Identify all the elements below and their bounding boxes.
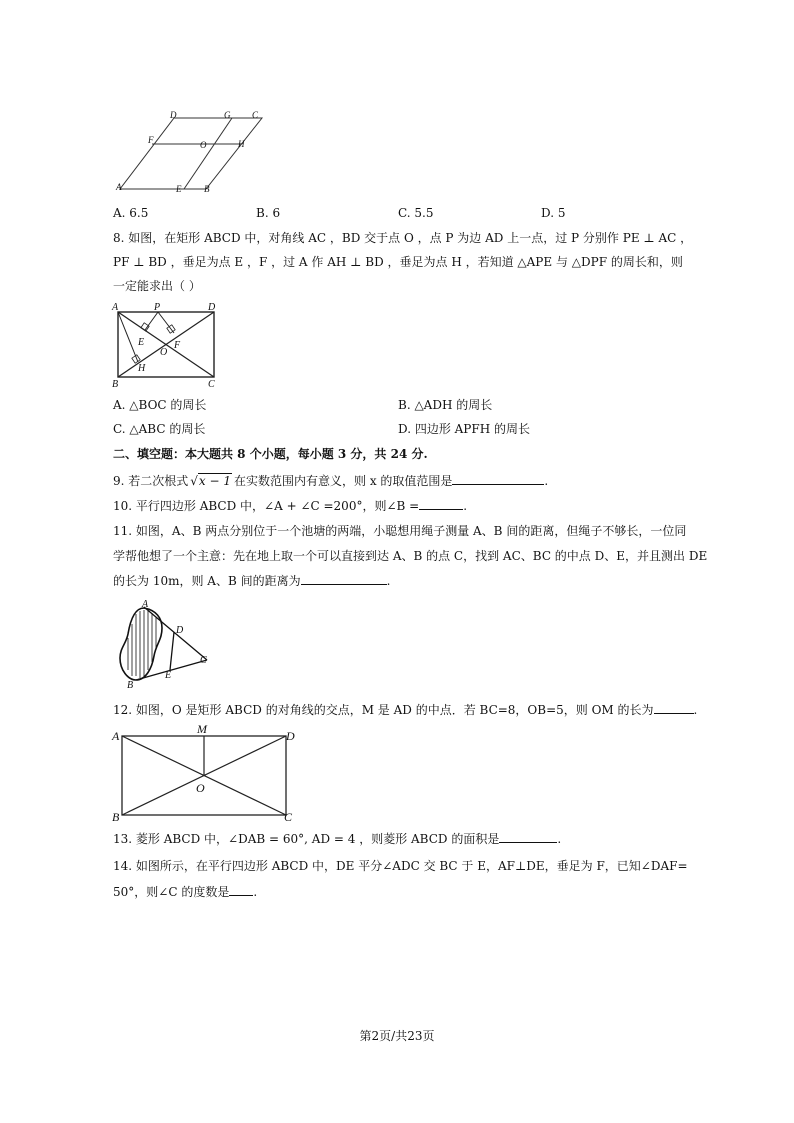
q12-label-A: A (112, 729, 120, 743)
q8-stem-line3: 一定能求出（ ） (113, 279, 201, 293)
q8-stem-line2: PF ⊥ BD ，垂足为点 E ，F ，过 A 作 AH ⊥ BD ，垂足为点 H ，若知道 △APE 与 △DPF 的周长和，则 (113, 255, 683, 269)
q11-label-A: A (142, 600, 149, 610)
q8-label-C: C (208, 379, 215, 390)
q7-option-c: C. 5.5 (398, 206, 434, 220)
q11-stem-line2: 学帮他想了一个主意：先在地上取一个可以直接到达 A、B 的点 C，找到 AC、BC 的中点 D、E，并且测出 DE (113, 549, 708, 563)
q14-end: . (253, 885, 258, 899)
q11-stem-line1: 11. 如图，A、B 两点分别位于一个池塘的两端，小聪想用绳子测量 A、B 间的距离，但绳子不够长，一位同 (113, 524, 687, 538)
q9-text-after: 在实数范围内有意义，则 x 的取值范围是 (234, 474, 453, 488)
q12-label-M: M (197, 722, 207, 736)
q11-label-D: D (176, 625, 184, 636)
q12-label-D: D (286, 729, 295, 743)
q9-text-before: 9. 若二次根式 (113, 474, 189, 488)
q9-radical: √x − 1 (190, 474, 232, 488)
page-footer: 第2页/共23页 (359, 1029, 435, 1043)
section-heading-fill-in: 二、填空题：本大题共 8 个小题，每小题 3 分，共 24 分. (113, 447, 428, 461)
q14-text: 50°，则∠C 的度数是 (113, 885, 230, 899)
q8-label-E: E (138, 337, 145, 348)
q13-answer-blank (499, 830, 557, 843)
q8-label-D: D (208, 302, 216, 313)
q12-answer-blank (654, 701, 694, 714)
q10-answer-blank (419, 497, 463, 510)
q12-end: . (693, 703, 698, 717)
q7-label-A: A (116, 182, 122, 192)
q10-text: 10. 平行四边形 ABCD 中，∠A + ∠C =200°，则∠B = (113, 499, 420, 513)
q8-option-b: B. △ADH 的周长 (398, 398, 493, 412)
q11-stem-line3 (113, 572, 390, 590)
q7-label-C: C (252, 110, 259, 120)
q9-radicand: x − 1 (198, 474, 232, 488)
q8-stem-line1: 8. 如图，在矩形 ABCD 中，对角线 AC ，BD 交于点 O ，点 P 为边 AD 上一点，过 P 分别作 PE ⊥ AC ， (113, 231, 693, 245)
q11-end: . (386, 574, 391, 588)
q14-stem-line2 (113, 883, 257, 901)
q8-label-B: B (112, 379, 119, 390)
q10-question (113, 497, 467, 515)
q13-question (113, 830, 561, 848)
q9-answer-blank (452, 472, 544, 485)
q11-pond-figure (110, 600, 215, 690)
q8-label-A: A (112, 302, 119, 313)
q7-label-O: O (200, 140, 207, 150)
q13-end: . (557, 832, 562, 846)
q8-option-d: D. 四边形 APFH 的周长 (398, 422, 530, 436)
q7-option-d: D. 5 (541, 206, 566, 220)
q12-label-C: C (284, 810, 293, 824)
q7-option-b: B. 6 (256, 206, 281, 220)
q7-label-E: E (176, 184, 182, 194)
q12-label-B: B (112, 810, 120, 824)
q9-end: . (544, 474, 549, 488)
q11-label-C: C (200, 655, 207, 666)
q8-label-P: P (154, 302, 161, 313)
q8-rectangle-figure (110, 300, 225, 390)
q7-option-a: A. 6.5 (113, 206, 149, 220)
q8-label-H: H (138, 363, 146, 374)
q11-label-B: B (127, 680, 134, 690)
q11-text: 的长为 10m，则 A、B 间的距离为 (113, 574, 301, 588)
q7-label-G: G (224, 110, 231, 120)
q8-option-a: A. △BOC 的周长 (113, 398, 207, 412)
q9-question (113, 472, 548, 490)
q7-label-B: B (204, 184, 210, 194)
q12-rectangle-figure (108, 722, 303, 824)
q10-end: . (463, 499, 468, 513)
q8-label-O: O (160, 347, 168, 358)
q12-label-O: O (196, 781, 205, 795)
q12-text: 12. 如图，O 是矩形 ABCD 的对角线的交点，M 是 AD 的中点．若 BC=8，OB=5，则 OM 的长为 (113, 703, 654, 717)
q7-label-H: H (238, 139, 245, 149)
q14-answer-blank (229, 883, 253, 896)
q11-answer-blank (301, 572, 387, 585)
q7-label-D: D (170, 110, 177, 120)
q11-label-E: E (165, 670, 172, 681)
q8-option-c: C. △ABC 的周长 (113, 422, 206, 436)
q7-parallelogram-figure (112, 110, 272, 195)
q8-label-F: F (174, 340, 181, 351)
q12-question (113, 701, 697, 719)
q7-label-F: F (148, 135, 154, 145)
q14-stem-line1: 14. 如图所示，在平行四边形 ABCD 中，DE 平分∠ADC 交 BC 于 E，AF⊥DE，垂足为 F，已知∠DAF= (113, 859, 688, 873)
q13-text: 13. 菱形 ABCD 中，∠DAB = 60°, AD = 4 ，则菱形 ABCD 的面积是 (113, 832, 500, 846)
